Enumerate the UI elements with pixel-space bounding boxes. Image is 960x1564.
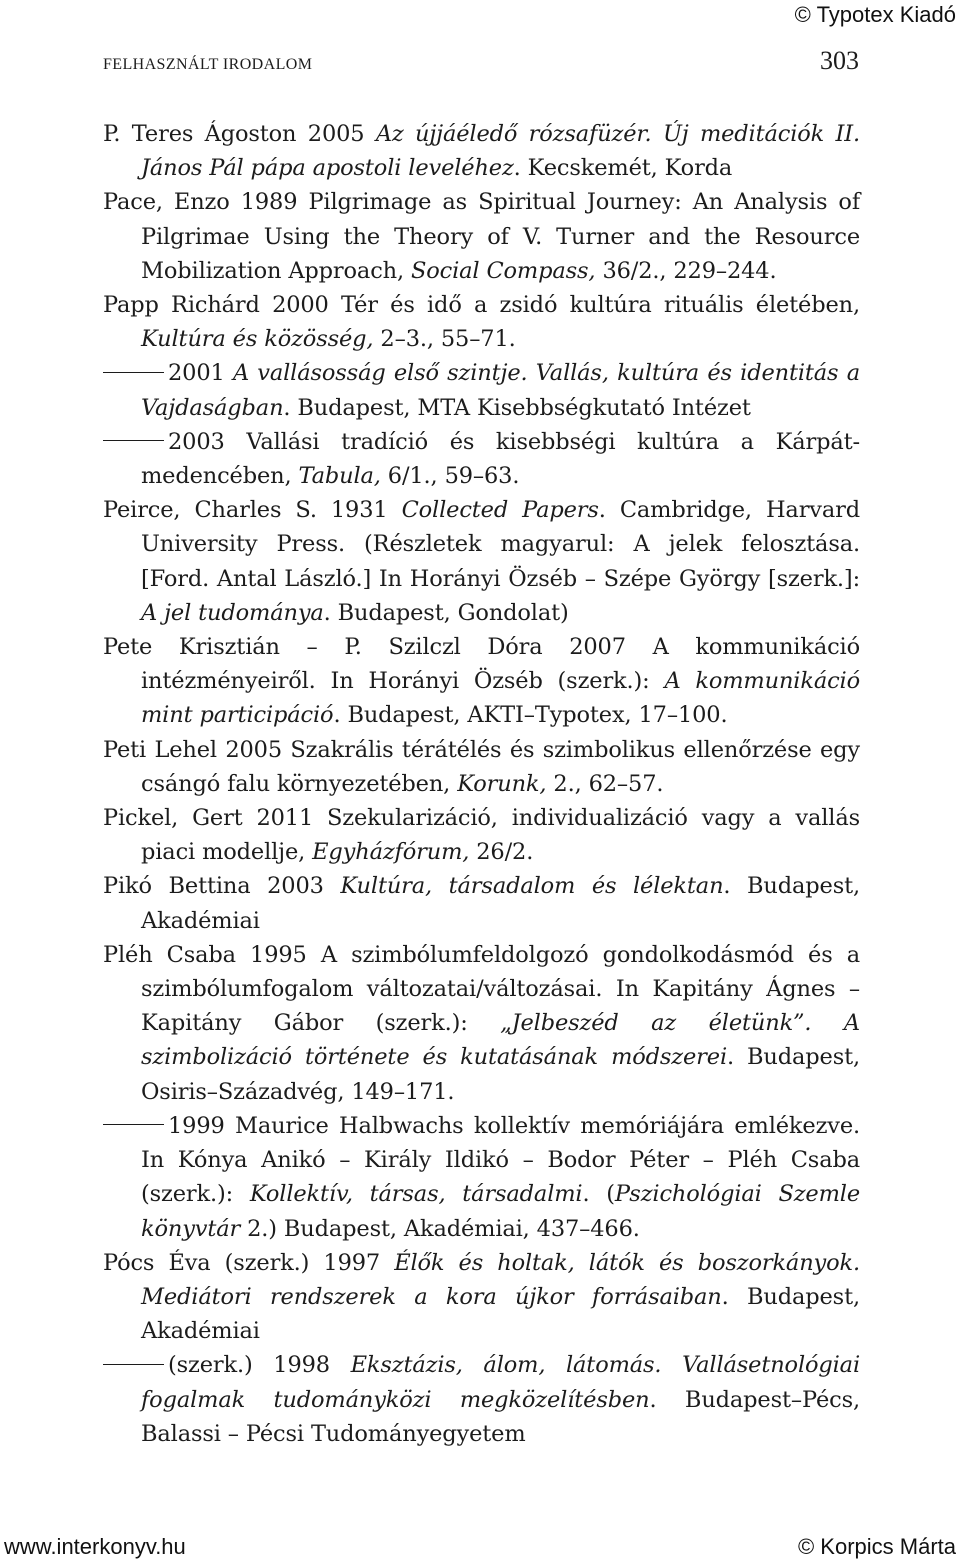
bibliography-list [103,117,860,1451]
entry-text: . Budapest, Akadémiai [141,873,860,934]
entry-text: . Kecskemét, Korda [513,155,733,182]
publisher-copyright-watermark: © Typotex Kiadó [794,2,956,27]
entry-text: 2001 [168,360,233,387]
bibliography-entry-piko-2003 [103,869,860,937]
entry-text: 2003 Vallási tradíció és kisebbségi kultúra a Kárpát-medencében, [141,428,860,490]
entry-text: 2.) Budapest, Akadémiai, 437–466. [240,1215,640,1242]
bibliography-entry-pocs-1997 [103,1246,860,1349]
entry-text: Pace, Enzo 1989 Pilgrimage as Spiritual Journey: An Analysis of Pilgrimae Using the Theory of V. Turner and the Resource Mobilization Approach, [103,189,860,284]
bibliography-entry-papp-2003 [103,425,860,493]
entry-text: 2–3., 55–71. [373,326,516,353]
footer-author-copyright: © Korpics Márta [797,1534,956,1559]
bibliography-entry-pete-2007 [103,630,860,733]
repeat-author-dash [103,1364,164,1365]
entry-title-italic: Pszichológiai Szemle könyvtár [141,1181,860,1242]
entry-text: Pócs Éva (szerk.) 1997 [103,1249,395,1276]
entry-title-italic: A vallásosság első szintje. Vallás, kultúra és identitás a Vajdaságban [141,360,860,421]
entry-text: 36/2., 229–244. [595,257,777,284]
repeat-author-dash [103,1124,164,1125]
repeat-author-dash [103,372,164,373]
entry-text: 2., 62–57. [546,770,664,797]
entry-text: Papp Richárd 2000 Tér és idő a zsidó kultúra rituális életében, [103,292,860,319]
entry-text: Pléh Csaba 1995 A szimbólumfeldolgozó gondolkodásmód és a szimbólumfogalom változatai/változásai. In Kapitány Ágnes – Kapitány Gábor (szerk.): [103,941,860,1037]
bibliography-entry-papp-2000 [103,288,860,356]
repeat-author-dash [103,440,164,441]
entry-title-italic: Egyházfórum, [312,839,470,866]
entry-text: 6/1., 59–63. [380,463,520,490]
entry-text: . Budapest, Akadémiai [141,1283,860,1345]
entry-text: . Budapest, AKTI–Typotex, 17–100. [333,702,728,729]
entry-text: . Budapest, Gondolat) [323,599,569,626]
running-head: FELHASZNÁLT IRODALOM [103,56,313,73]
entry-text: Peti Lehel 2005 Szakrális térátélés és szimbolikus ellenőrzése egy csángó falu környezetében, [103,736,860,797]
footer-website-link[interactable]: www.interkonyv.hu [4,1534,186,1559]
entry-text: 26/2. [469,839,534,866]
bibliography-entry-pickel-2011 [103,801,860,869]
page-number: 303 [820,46,859,75]
entry-text: . Budapest, Osiris–Századvég, 149–171. [141,1044,860,1105]
bibliography-entry-teres-2005 [103,117,860,185]
entry-title-italic: Collected Papers [401,497,599,524]
entry-text: Pikó Bettina 2003 [103,873,341,900]
entry-title-italic: Eksztázis, álom, látomás. Vallásetnológiai fogalmak tudományközi megközelítésben [141,1352,860,1413]
entry-title-italic: A jel tudománya [141,599,324,626]
entry-title-italic: Kollektív, társas, társadalmi [249,1181,583,1208]
bibliography-entry-pleh-1999 [103,1109,860,1246]
entry-title-italic: Korunk, [457,770,547,797]
entry-text: . Budapest–Pécs, Balassi – Pécsi Tudományegyetem [141,1386,860,1447]
entry-text: Pickel, Gert 2011 Szekularizáció, individualizáció vagy a vallás piaci modellje, [103,805,860,866]
entry-text: . Budapest, MTA Kisebbségkutató Intézet [283,394,751,421]
entry-title-italic: A kommunikáció mint participáció [141,668,860,729]
bibliography-entry-pleh-1995 [103,938,860,1109]
entry-title-italic: Élők és holtak, látók és boszorkányok. Mediátori rendszerek a kora újkor forrásaiban [141,1249,860,1310]
entry-title-italic: Kultúra, társadalom és lélektan [340,873,724,900]
bibliography-entry-papp-2001 [103,356,860,424]
entry-text: . Cambridge, Harvard University Press. (Részletek magyarul: A jelek felosztása. [Ford. Antal László.] In Horányi Özséb – Szépe György [szerk.]: [141,497,860,592]
entry-text: P. Teres Ágoston 2005 [103,121,376,147]
bibliography-entry-pace-1989 [103,185,860,288]
entry-text: Peirce, Charles S. 1931 [103,497,402,524]
entry-title-italic: Tabula, [298,463,381,490]
entry-title-italic: Social Compass, [411,257,596,284]
entry-title-italic: „Jelbeszéd az életünk”. A szimbolizáció története és kutatásának módszerei [141,1010,860,1071]
entry-title-italic: Kultúra és közösség, [141,326,374,353]
bibliography-entry-peti-2005 [103,733,860,801]
entry-text: . ( [582,1181,615,1208]
entry-text: Pete Krisztián – P. Szilczl Dóra 2007 A kommunikáció intézményeiről. In Horányi Özséb (szerk.): [103,634,860,695]
entry-text: (szerk.) 1998 [168,1352,351,1379]
entry-text: 1999 Maurice Halbwachs kollektív memóriájára emlékezve. In Kónya Anikó – Király Ildikó – Bodor Péter – Pléh Csaba (szerk.): [141,1112,860,1208]
entry-title-italic: Az újjáéledő rózsafüzér. Új meditációk II. János Pál pápa apostoli leveléhez [141,121,860,182]
bibliography-entry-peirce-1931 [103,493,860,630]
bibliography-entry-pocs-1998 [103,1348,860,1451]
